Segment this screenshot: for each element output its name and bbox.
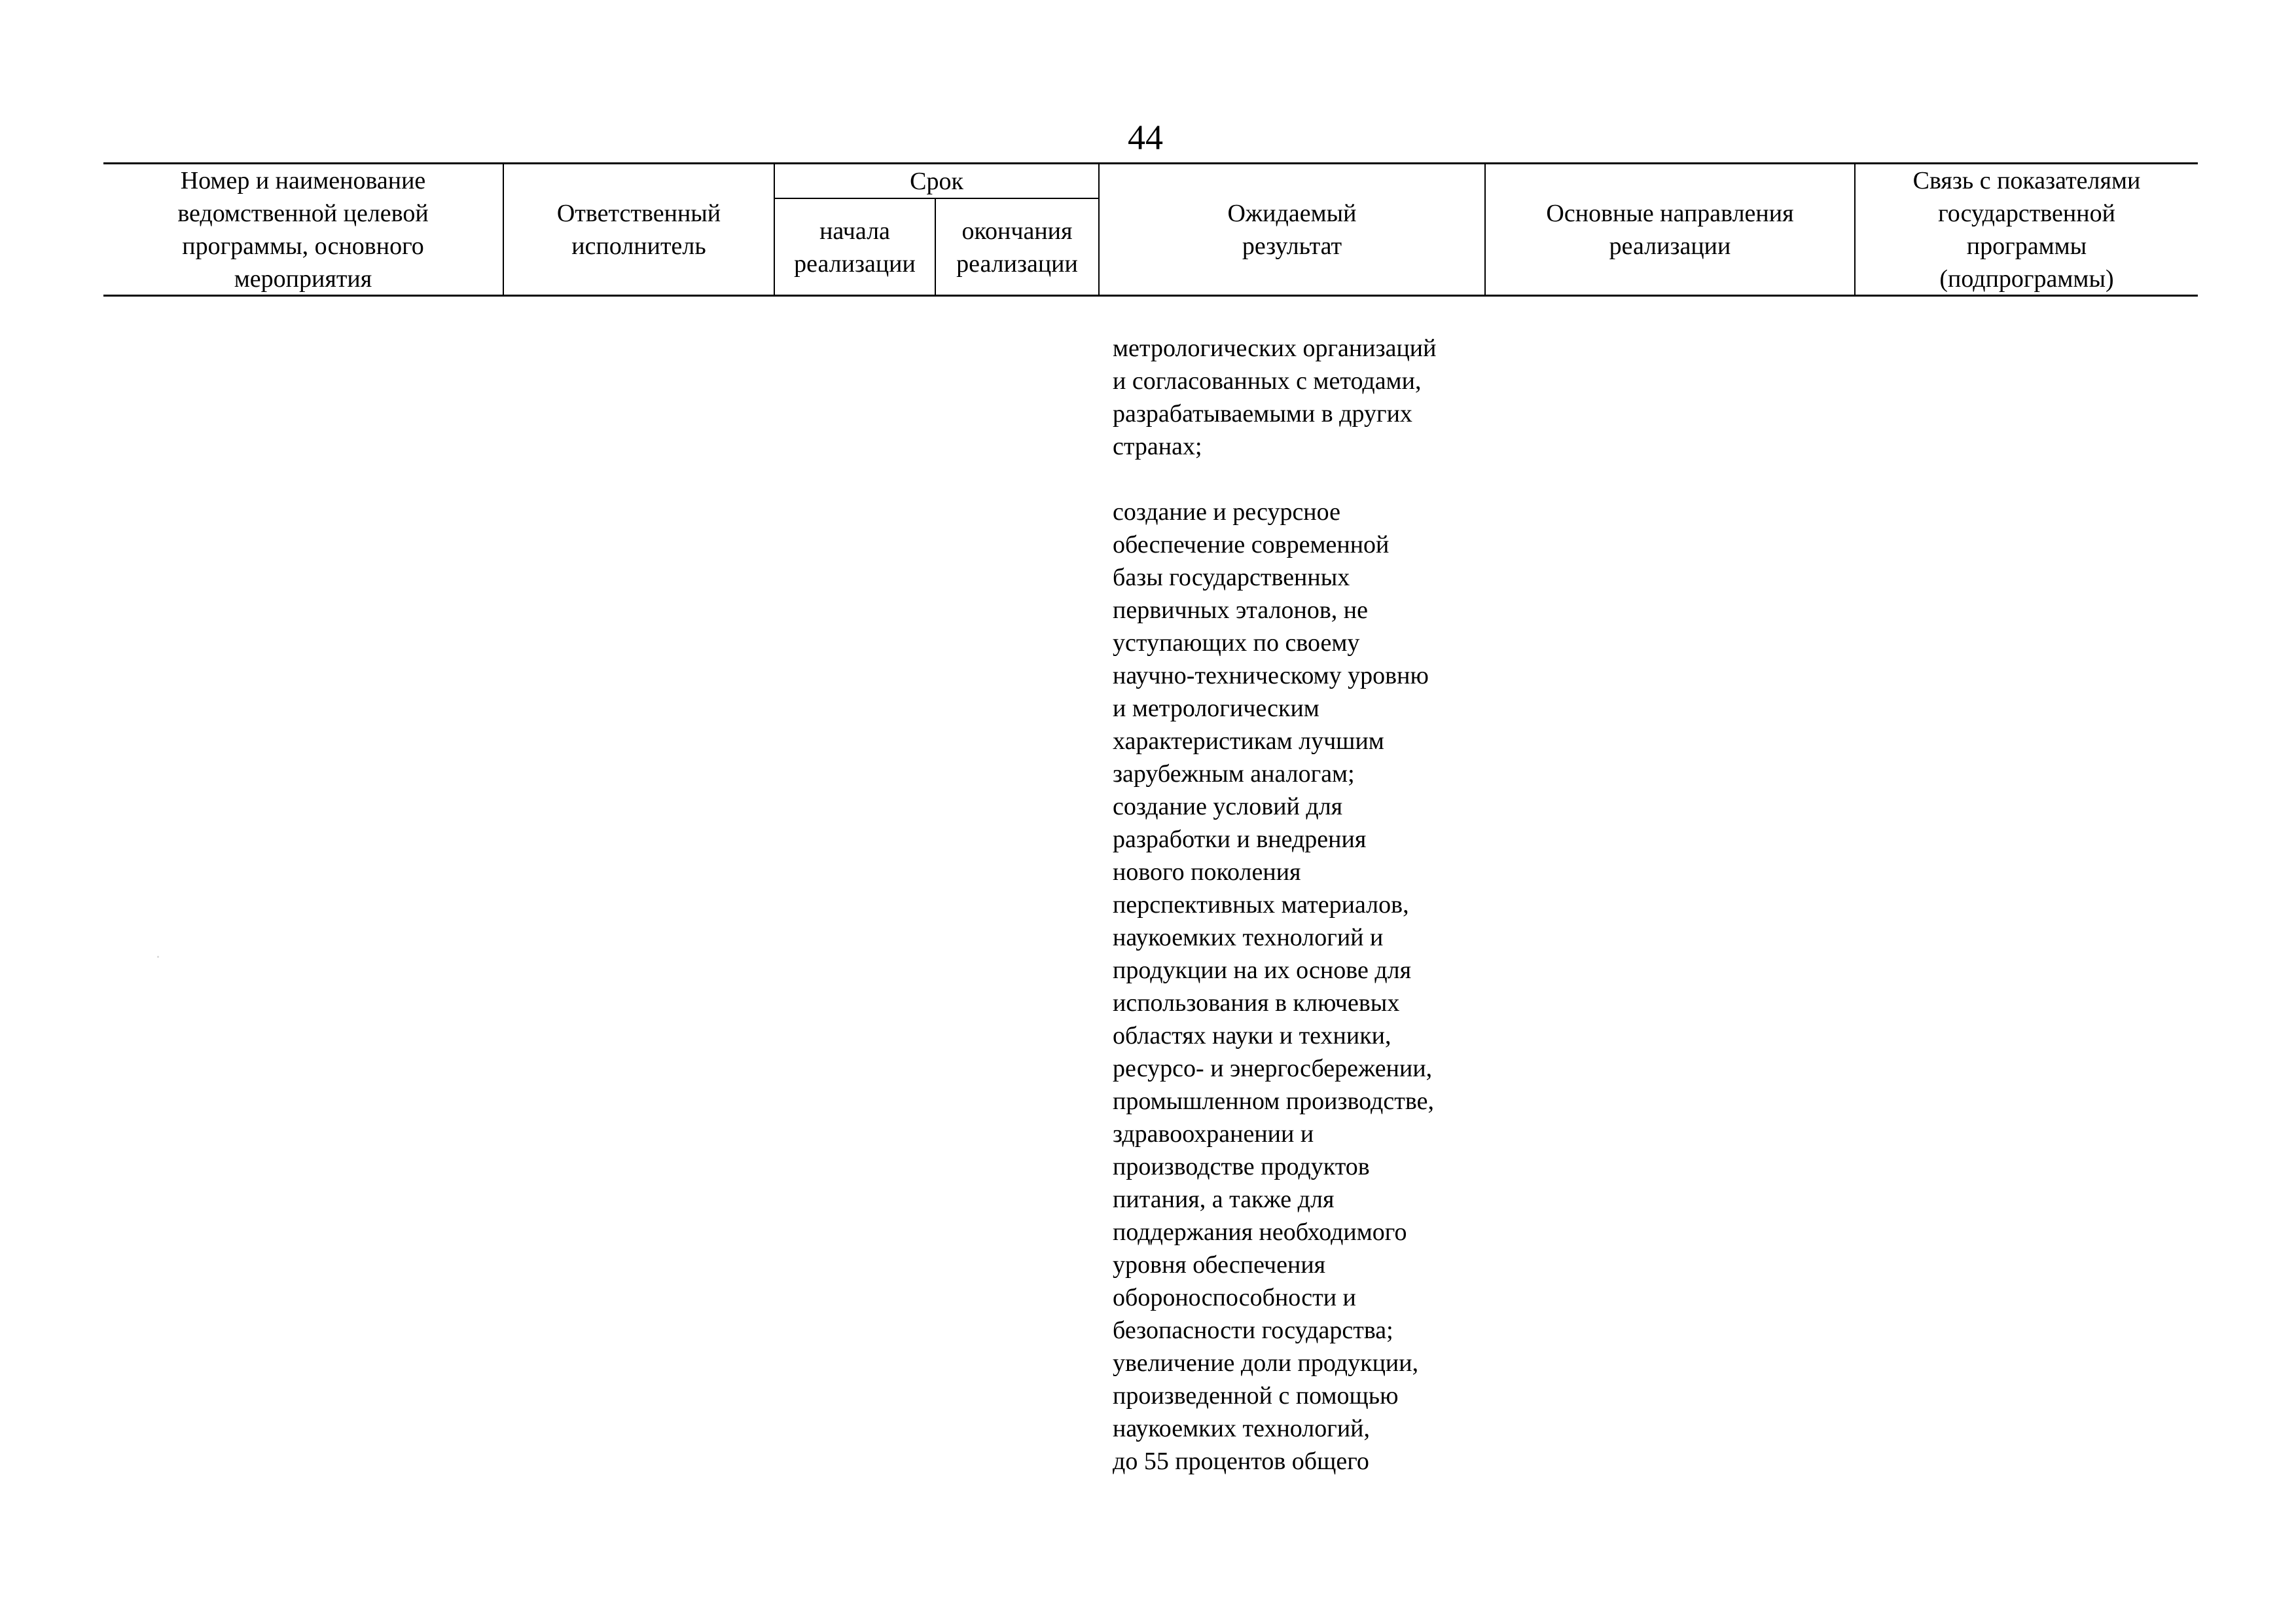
expected-result-paragraph: увеличение доли продукции, произведенной с помощью наукоемких технологий, до 55 процентов общего <box>1113 1349 1419 1475</box>
expected-result-paragraph: создание и ресурсное обеспечение современной базы государственных первичных эталонов, не уступающих по своему научно-техническому уровню и метрологическим характеристикам лучшим зарубежным аналогам; <box>1113 498 1429 788</box>
header-executor: Ответственный исполнитель <box>556 200 721 260</box>
scan-speck <box>157 956 159 958</box>
header-term: Срок <box>910 168 963 195</box>
expected-result-paragraph: создание условий для разработки и внедрения нового поколения перспективных материалов, наукоемких технологий и продукции на их основе для использования в ключевых областях науки и техники, ресурсо- и энергосбережении, промышленном производстве, здравоохранении и производстве продуктов питания, а также для поддержания необходимого уровня обеспечения обороноспособности и безопасности государства; <box>1113 793 1434 1344</box>
expected-result-text <box>1113 332 1505 1478</box>
header-main-directions: Основные направления реализации <box>1546 200 1794 260</box>
term-subheader-divider <box>774 198 1100 199</box>
header-term-end: окончания реализации <box>956 217 1078 278</box>
header-program-name: Номер и наименование ведомственной целевой программы, основного мероприятия <box>177 167 429 293</box>
header-term-start: начала реализации <box>794 217 916 278</box>
header-indicators-link: Связь с показателями государственной программы (подпрограммы) <box>1912 167 2141 293</box>
header-expected-result: Ожидаемый результат <box>1227 200 1357 260</box>
expected-result-paragraph: метрологических организаций и согласованных с методами, разрабатываемыми в других странах; <box>1113 335 1437 460</box>
page-number: 44 <box>1128 118 1163 157</box>
